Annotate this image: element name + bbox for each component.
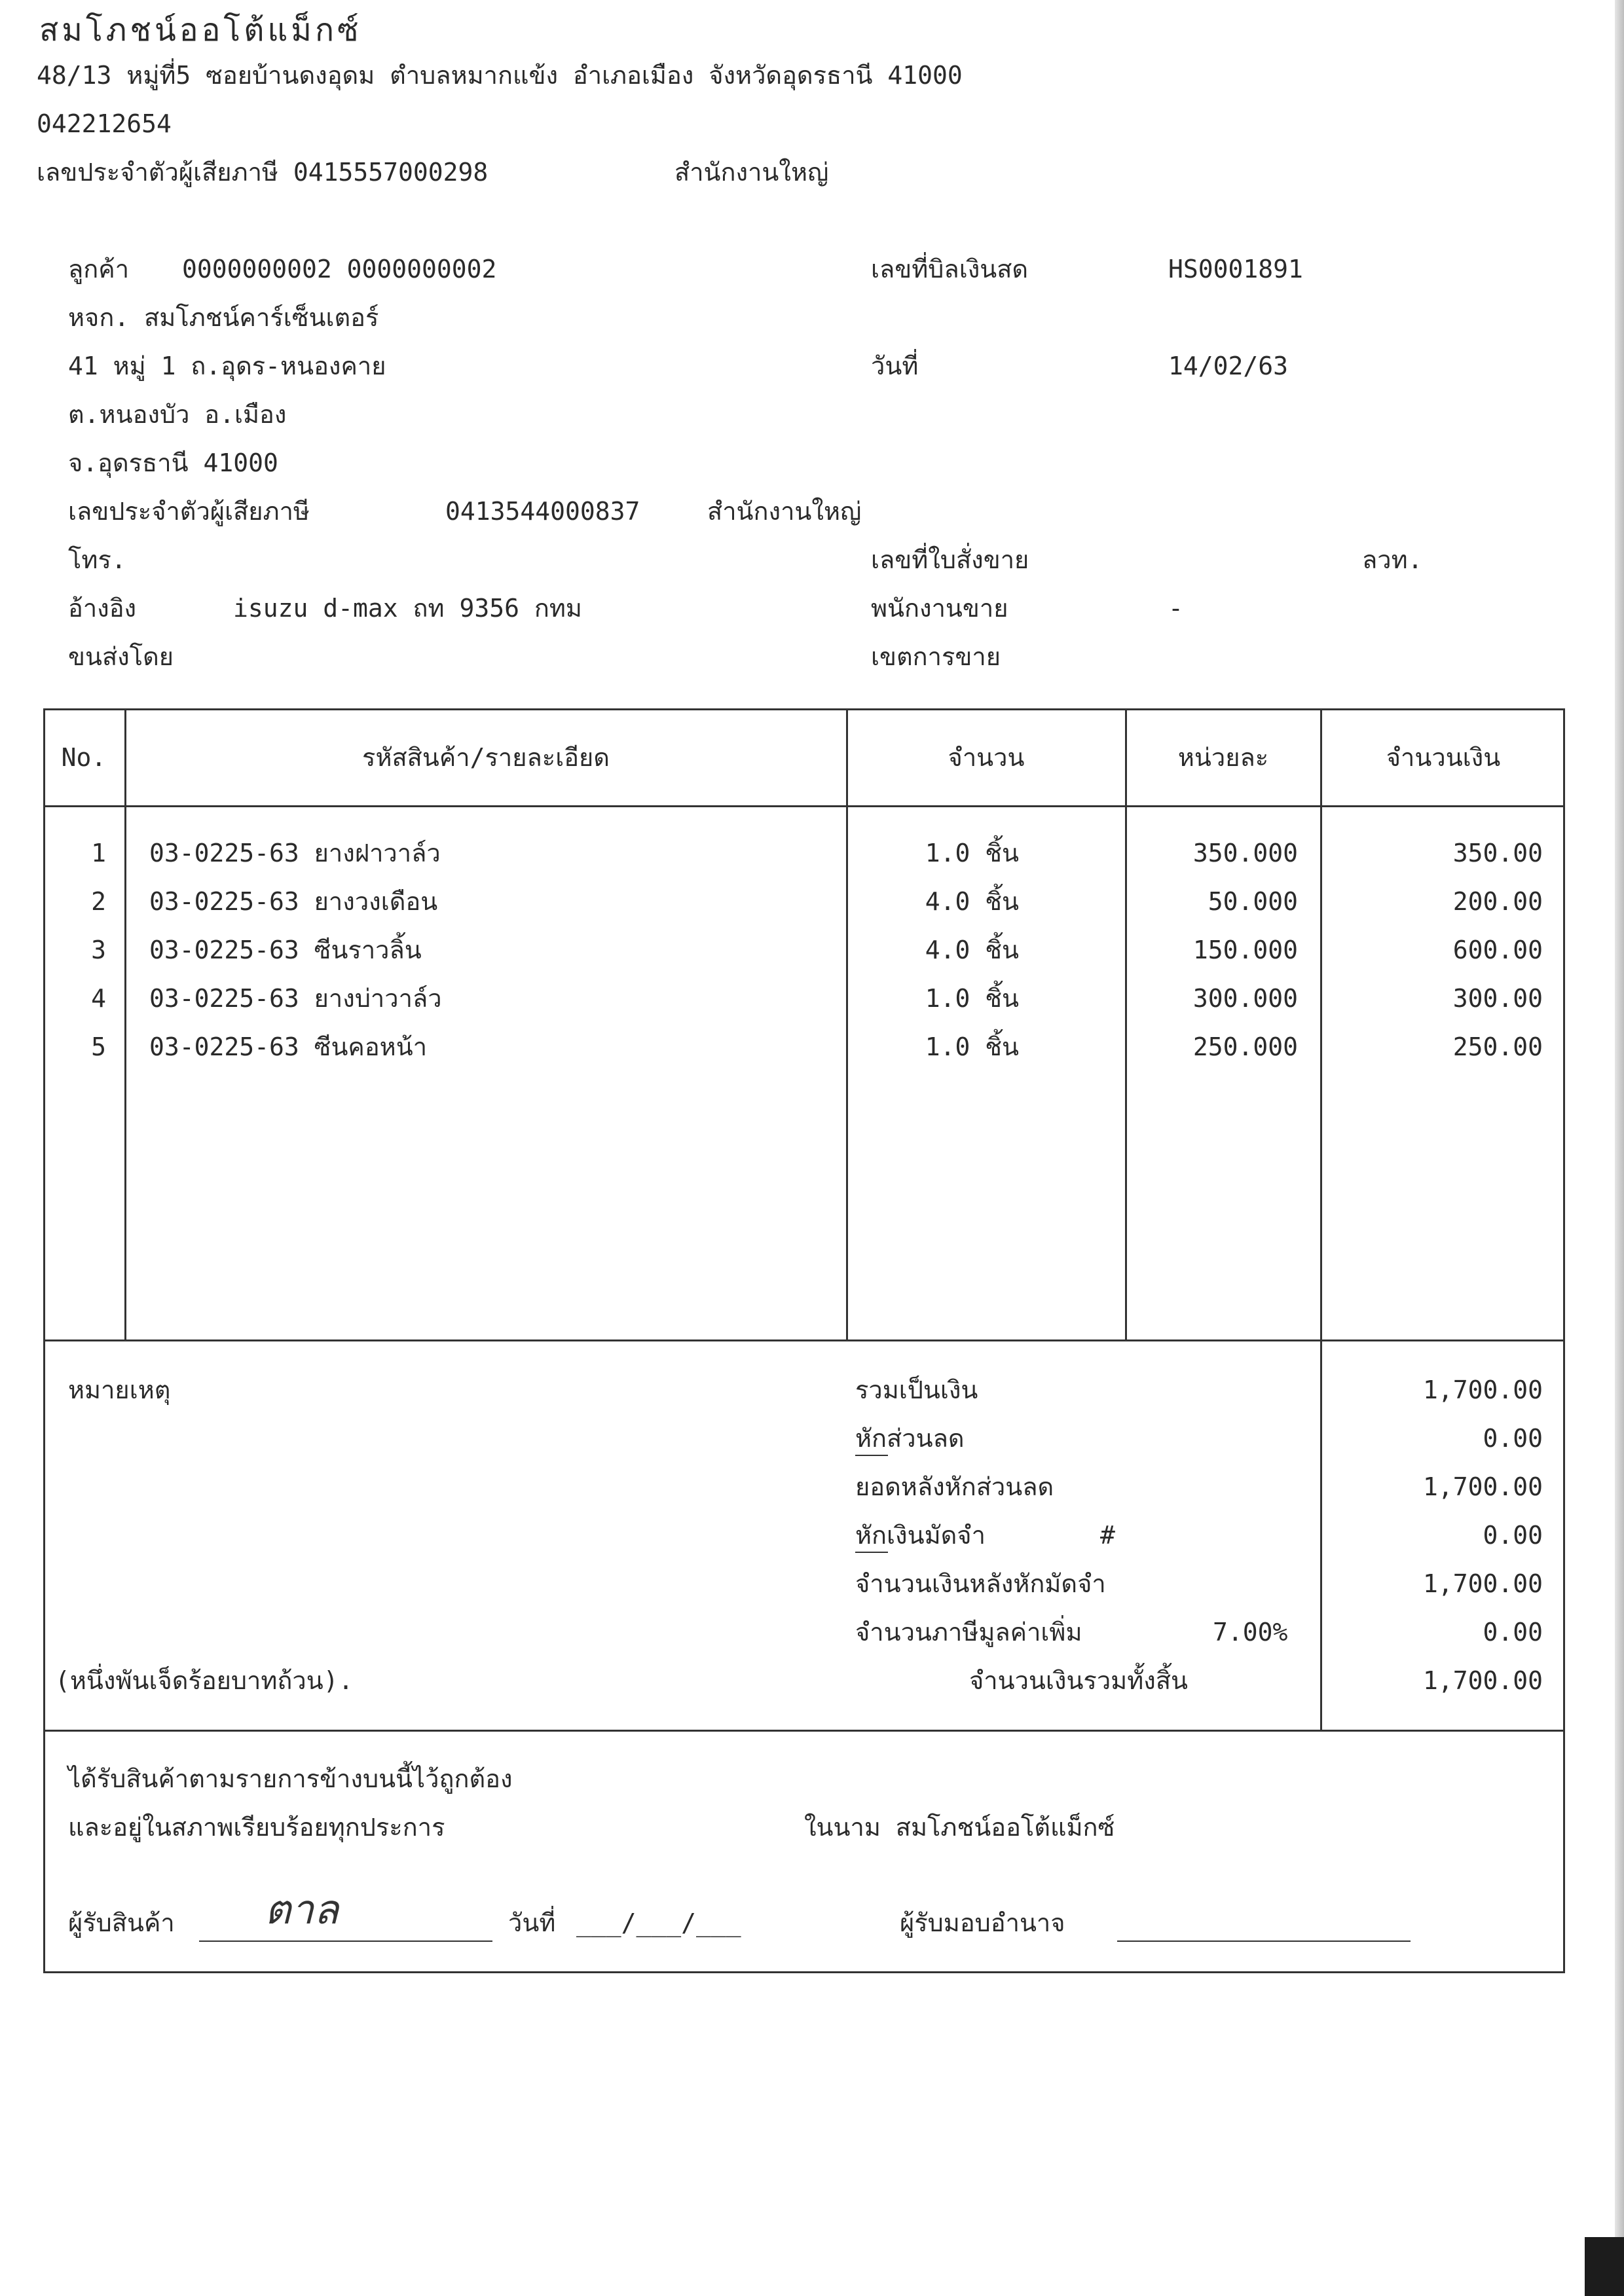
row-amount: 600.00	[1452, 936, 1543, 964]
row-unit-price: 250.000	[1192, 1032, 1298, 1061]
sales-order-label: เลขที่ใบสั่งขาย	[871, 545, 1029, 574]
company-name: สมโภชน์ออโต้แม็กซ์	[39, 12, 362, 48]
authorized-label: ผู้รับมอบอำนาจ	[900, 1908, 1065, 1937]
row-quantity: 4.0 ชิ้น	[925, 887, 1019, 916]
summary-label-after-discount: ยอดหลังหักส่วนลด	[855, 1472, 1054, 1501]
receiver-signature-line	[199, 1941, 492, 1942]
customer-code: 0000000002 0000000002	[182, 255, 497, 283]
row-unit-price: 150.000	[1192, 936, 1298, 964]
on-behalf-of: ในนาม สมโภชน์ออโต้แม็กซ์	[804, 1813, 1115, 1842]
header-description: รหัสสินค้า/รายละเอียด	[362, 743, 610, 772]
row-unit-price: 50.000	[1208, 887, 1298, 916]
row-quantity: 4.0 ชิ้น	[925, 936, 1019, 964]
bill-date: 14/02/63	[1168, 352, 1289, 380]
company-phone: 042212654	[37, 109, 172, 138]
bill-number: HS0001891	[1168, 255, 1303, 283]
customer-phone-label: โทร.	[68, 545, 126, 574]
scan-corner	[1585, 2237, 1624, 2296]
company-address: 48/13 หมู่ที่5 ซอยบ้านดงอุดม ตำบลหมากแข้ง อำเภอเมือง จังหวัดอุดรธานี 41000	[37, 61, 963, 90]
company-tax-id: เลขประจำตัวผู้เสียภาษี 0415557000298	[37, 158, 489, 187]
receipt-date-blank: ___/___/___	[576, 1908, 741, 1937]
summary-value-subtotal: 1,700.00	[1422, 1376, 1543, 1404]
summary-label-discount: หักส่วนลด	[855, 1424, 965, 1453]
remark-label: หมายเหตุ	[68, 1376, 171, 1404]
customer-address-1: 41 หมู่ 1 ถ.อุดร-หนองคาย	[68, 352, 386, 380]
deposit-underline	[855, 1552, 888, 1553]
receiver-signature: ตาล	[265, 1886, 339, 1933]
row-description: 03-0225-63 ซีนคอหน้า	[149, 1032, 428, 1061]
salesperson-label: พนักงานขาย	[871, 594, 1008, 623]
summary-value-vat: 0.00	[1483, 1618, 1543, 1647]
customer-name: หจก. สมโภชน์คาร์เซ็นเตอร์	[68, 303, 379, 332]
bill-date-label: วันที่	[871, 352, 919, 380]
row-no: 3	[91, 936, 106, 964]
amount-in-words: (หนึ่งพันเจ็ดร้อยบาทถ้วน).	[55, 1666, 354, 1695]
receiver-label: ผู้รับสินค้า	[68, 1908, 175, 1937]
customer-branch: สำนักงานใหญ่	[707, 497, 862, 526]
scan-edge	[1615, 0, 1624, 2296]
summary-deposit-mark: #	[1100, 1521, 1115, 1550]
customer-address-3: จ.อุดรธานี 41000	[68, 448, 278, 477]
reference-value: isuzu d-max ถท 9356 กทม	[233, 594, 582, 623]
customer-tax-label: เลขประจำตัวผู้เสียภาษี	[68, 497, 310, 526]
header-unit-price: หน่วยละ	[1177, 743, 1269, 772]
authorized-signature-line	[1117, 1941, 1411, 1942]
row-description: 03-0225-63 ซีนราวลิ้น	[149, 936, 422, 964]
row-unit-price: 300.000	[1192, 984, 1298, 1013]
summary-value-after-discount: 1,700.00	[1422, 1472, 1543, 1501]
row-quantity: 1.0 ชิ้น	[925, 984, 1019, 1013]
customer-address-2: ต.หนองบัว อ.เมือง	[68, 400, 287, 429]
row-amount: 300.00	[1452, 984, 1543, 1013]
sales-order-value: ลวท.	[1362, 545, 1423, 574]
summary-value-discount: 0.00	[1483, 1424, 1543, 1453]
row-amount: 250.00	[1452, 1032, 1543, 1061]
row-quantity: 1.0 ชิ้น	[925, 839, 1019, 867]
summary-value-after-deposit: 1,700.00	[1422, 1569, 1543, 1598]
row-amount: 200.00	[1452, 887, 1543, 916]
row-no: 4	[91, 984, 106, 1013]
row-unit-price: 350.000	[1192, 839, 1298, 867]
summary-label-vat: จำนวนภาษีมูลค่าเพิ่ม	[855, 1618, 1082, 1647]
summary-bottom-divider	[43, 1730, 1565, 1732]
row-description: 03-0225-63 ยางบ่าวาล์ว	[149, 984, 442, 1013]
header-quantity: จำนวน	[948, 743, 1025, 772]
header-no: No.	[61, 743, 107, 772]
header-amount: จำนวนเงิน	[1386, 743, 1501, 772]
col-divider-qty	[1125, 708, 1127, 1341]
col-divider-desc	[846, 708, 848, 1341]
shipping-label: ขนส่งโดย	[68, 642, 174, 671]
summary-label-deposit: หักเงินมัดจำ	[855, 1521, 986, 1550]
summary-value-deposit: 0.00	[1483, 1521, 1543, 1550]
received-statement-1: ได้รับสินค้าตามรายการข้างบนนี้ไว้ถูกต้อง	[68, 1764, 513, 1793]
col-divider-no	[124, 708, 126, 1341]
summary-vat-rate: 7.00%	[1213, 1618, 1288, 1647]
summary-label-after-deposit: จำนวนเงินหลังหักมัดจำ	[855, 1569, 1106, 1598]
row-amount: 350.00	[1452, 839, 1543, 867]
row-description: 03-0225-63 ยางวงเดือน	[149, 887, 438, 916]
row-no: 1	[91, 839, 106, 867]
row-description: 03-0225-63 ยางฝาวาล์ว	[149, 839, 441, 867]
customer-tax-id: 0413544000837	[445, 497, 640, 526]
table-header-divider	[43, 805, 1565, 807]
customer-label: ลูกค้า	[68, 255, 130, 283]
received-statement-2: และอยู่ในสภาพเรียบร้อยทุกประการ	[68, 1813, 445, 1842]
grand-total-label: จำนวนเงินรวมทั้งสิ้น	[969, 1666, 1188, 1695]
items-bottom-divider	[43, 1339, 1565, 1341]
row-no: 5	[91, 1032, 106, 1061]
sales-area-label: เขตการขาย	[871, 642, 1001, 671]
row-no: 2	[91, 887, 106, 916]
receipt-date-label: วันที่	[508, 1908, 556, 1937]
company-branch: สำนักงานใหญ่	[674, 158, 829, 187]
salesperson-value: -	[1168, 594, 1183, 623]
discount-underline	[855, 1455, 888, 1456]
bill-number-label: เลขที่บิลเงินสด	[871, 255, 1029, 283]
grand-total-value: 1,700.00	[1422, 1666, 1543, 1695]
summary-label-subtotal: รวมเป็นเงิน	[855, 1376, 978, 1404]
row-quantity: 1.0 ชิ้น	[925, 1032, 1019, 1061]
reference-label: อ้างอิง	[68, 594, 137, 623]
